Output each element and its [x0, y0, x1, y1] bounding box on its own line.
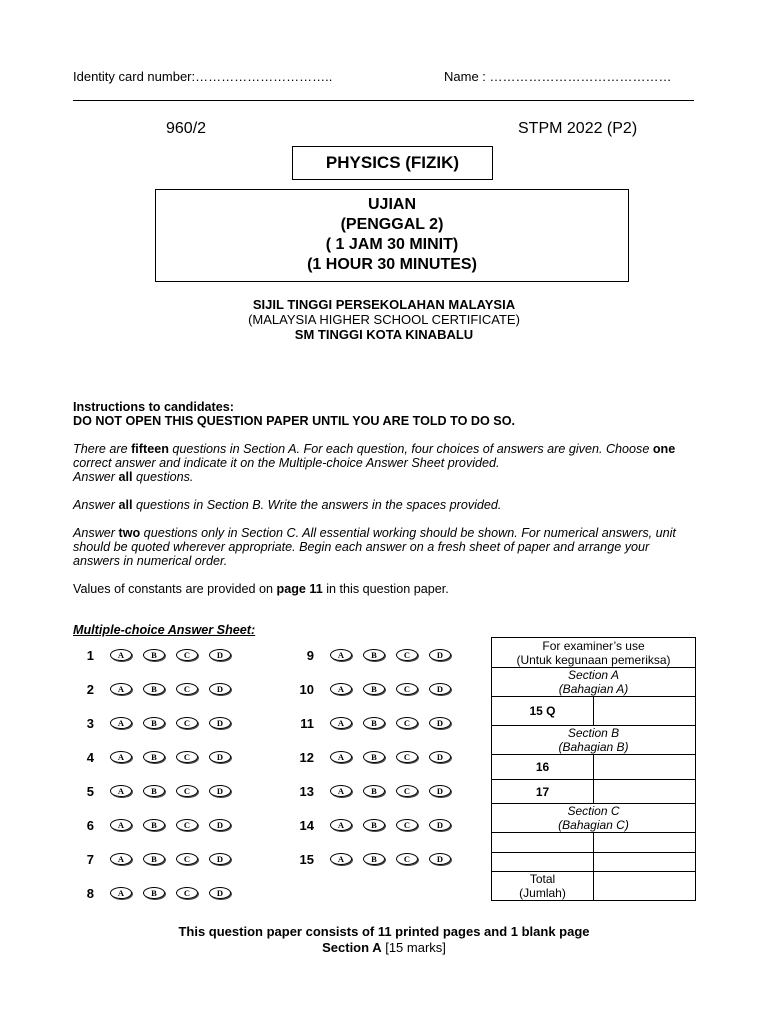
mcq-question-number: 3: [86, 715, 94, 731]
mcq-option-bubble-d[interactable]: D: [429, 819, 451, 831]
paper-code: 960/2: [166, 120, 207, 137]
mcq-option-bubble-c[interactable]: C: [176, 785, 198, 797]
instruction-section-b: Answer all questions in Section B. Write the answers in the spaces provided.: [73, 498, 502, 512]
mcq-question-row: [80, 850, 242, 868]
mcq-option-bubble-c[interactable]: C: [396, 649, 418, 661]
mcq-option-bubble-a[interactable]: A: [330, 683, 352, 695]
mcq-question-number: 12: [299, 749, 314, 765]
mcq-question-number: 13: [299, 783, 314, 799]
test-line-4: (1 HOUR 30 MINUTES): [307, 256, 477, 273]
name-field: Name : ……………………………………: [444, 69, 672, 84]
section-a-score[interactable]: [594, 697, 696, 726]
question-17-label: 17: [492, 780, 594, 804]
mcq-option-bubble-c[interactable]: C: [396, 683, 418, 695]
mcq-question-row: [80, 680, 242, 698]
mcq-option-bubble-d[interactable]: D: [209, 683, 231, 695]
mcq-question-row: [80, 782, 242, 800]
mcq-option-bubble-a[interactable]: A: [110, 717, 132, 729]
section-c-header: Section C (Bahagian C): [492, 804, 696, 833]
mcq-option-bubble-a[interactable]: A: [110, 887, 132, 899]
mcq-question-number: 14: [299, 817, 314, 833]
mcq-question-row: [294, 850, 462, 868]
identity-card-field: Identity card number:…………………………..: [73, 69, 333, 84]
mcq-question-number: 4: [86, 749, 94, 765]
mcq-sheet-title: Multiple-choice Answer Sheet:: [73, 623, 256, 637]
mcq-question-row: [294, 816, 462, 834]
mcq-option-bubble-c[interactable]: C: [176, 649, 198, 661]
mcq-option-bubble-b[interactable]: B: [363, 853, 385, 865]
mcq-option-bubble-c[interactable]: C: [396, 853, 418, 865]
mcq-option-bubble-a[interactable]: A: [330, 717, 352, 729]
mcq-option-bubble-c[interactable]: C: [396, 819, 418, 831]
mcq-option-bubble-a[interactable]: A: [330, 649, 352, 661]
mcq-option-bubble-b[interactable]: B: [143, 785, 165, 797]
mcq-question-row: [80, 748, 242, 766]
mcq-question-number: 5: [86, 783, 94, 799]
section-c-question-1[interactable]: [492, 833, 594, 853]
mcq-option-bubble-d[interactable]: D: [429, 853, 451, 865]
mcq-option-bubble-c[interactable]: C: [396, 751, 418, 763]
mcq-question-row: [294, 680, 462, 698]
mcq-question-row: [294, 748, 462, 766]
mcq-question-number: 7: [86, 851, 94, 867]
mcq-option-bubble-c[interactable]: C: [176, 751, 198, 763]
mcq-question-number: 8: [86, 885, 94, 901]
mcq-option-bubble-a[interactable]: A: [110, 785, 132, 797]
section-c-score-1[interactable]: [594, 833, 696, 853]
mcq-question-row: [80, 646, 242, 664]
mcq-question-number: 15: [299, 851, 314, 867]
total-label: Total (Jumlah): [492, 872, 594, 901]
mcq-question-number: 11: [300, 715, 314, 731]
total-score[interactable]: [594, 872, 696, 901]
mcq-option-bubble-a[interactable]: A: [330, 751, 352, 763]
question-17-score[interactable]: [594, 780, 696, 804]
mcq-option-bubble-a[interactable]: A: [330, 819, 352, 831]
section-b-header: Section B (Bahagian B): [492, 726, 696, 755]
mcq-option-bubble-b[interactable]: B: [363, 649, 385, 661]
mcq-option-bubble-b[interactable]: B: [363, 785, 385, 797]
instructions-heading: [73, 400, 693, 428]
mcq-option-bubble-c[interactable]: C: [396, 785, 418, 797]
mcq-option-bubble-a[interactable]: A: [110, 751, 132, 763]
mcq-option-bubble-d[interactable]: D: [209, 649, 231, 661]
mcq-option-bubble-a[interactable]: A: [110, 683, 132, 695]
mcq-option-bubble-a[interactable]: A: [330, 853, 352, 865]
subject-title: PHYSICS (FIZIK): [325, 153, 460, 172]
examiner-table: [491, 637, 696, 901]
certificate-name: SIJIL TINGGI PERSEKOLAHAN MALAYSIA: [252, 297, 516, 312]
header-divider: [73, 100, 694, 101]
mcq-option-bubble-b[interactable]: B: [143, 751, 165, 763]
mcq-question-row: [80, 714, 242, 732]
instructions-title: Instructions to candidates:: [73, 400, 234, 414]
mcq-option-bubble-a[interactable]: A: [110, 649, 132, 661]
mcq-option-bubble-b[interactable]: B: [363, 819, 385, 831]
mcq-question-row: [80, 816, 242, 834]
question-16-label: 16: [492, 755, 594, 780]
instructions-warning: DO NOT OPEN THIS QUESTION PAPER UNTIL YOU ARE TOLD TO DO SO.: [73, 414, 515, 428]
mcq-option-bubble-a[interactable]: A: [110, 819, 132, 831]
mcq-option-bubble-a[interactable]: A: [330, 785, 352, 797]
mcq-option-bubble-d[interactable]: D: [209, 717, 231, 729]
section-c-score-2[interactable]: [594, 853, 696, 872]
instruction-section-a: There are fifteen questions in Section A. For each question, four choices of answers are given. Choose one correct answer and indicate it on the Multiple-choice Answer Sheet provided. Answer all questions.: [73, 442, 676, 484]
mcq-option-bubble-c[interactable]: C: [176, 683, 198, 695]
mcq-option-bubble-d[interactable]: D: [209, 819, 231, 831]
mcq-option-bubble-d[interactable]: D: [429, 649, 451, 661]
mcq-option-bubble-c[interactable]: C: [176, 853, 198, 865]
mcq-question-row: [294, 782, 462, 800]
mcq-question-row: [80, 884, 242, 902]
mcq-option-bubble-c[interactable]: C: [396, 717, 418, 729]
mcq-question-number: 1: [86, 647, 94, 663]
mcq-option-bubble-c[interactable]: C: [176, 717, 198, 729]
mcq-option-bubble-d[interactable]: D: [209, 785, 231, 797]
mcq-option-bubble-b[interactable]: B: [143, 819, 165, 831]
mcq-option-bubble-b[interactable]: B: [143, 887, 165, 899]
section-a-marks: [0, 940, 768, 956]
mcq-option-bubble-b[interactable]: B: [363, 717, 385, 729]
mcq-option-bubble-d[interactable]: D: [429, 683, 451, 695]
mcq-option-bubble-d[interactable]: D: [209, 887, 231, 899]
mcq-question-row: [294, 714, 462, 732]
mcq-question-number: 9: [306, 647, 314, 663]
mcq-question-number: 10: [299, 681, 314, 697]
instruction-section-c: Answer two questions only in Section C. All essential working should be shown. For numerical answers, unit should be quoted wherever appropriate. Begin each answer on a fresh sheet of paper and arrange your answers in numerical order.: [73, 526, 676, 568]
mcq-option-bubble-b[interactable]: B: [143, 649, 165, 661]
mcq-option-bubble-d[interactable]: D: [209, 751, 231, 763]
test-line-3: ( 1 JAM 30 MINIT): [325, 236, 459, 253]
instruction-constants: Values of constants are provided on page 11 in this question paper.: [73, 582, 449, 596]
mcq-question-number: 2: [86, 681, 94, 697]
section-a-header: Section A (Bahagian A): [492, 668, 696, 697]
section-c-question-2[interactable]: [492, 853, 594, 872]
certificate-name-english: (MALAYSIA HIGHER SCHOOL CERTIFICATE): [248, 312, 520, 327]
mcq-option-bubble-b[interactable]: B: [143, 683, 165, 695]
mcq-option-bubble-c[interactable]: C: [176, 819, 198, 831]
mcq-question-row: [294, 646, 462, 664]
mcq-option-bubble-b[interactable]: B: [363, 683, 385, 695]
section-a-label-footer: Section A: [322, 940, 382, 955]
mcq-option-bubble-b[interactable]: B: [143, 717, 165, 729]
exam-code: STPM 2022 (P2): [518, 120, 638, 137]
mcq-question-number: 6: [86, 817, 94, 833]
mcq-option-bubble-c[interactable]: C: [176, 887, 198, 899]
mcq-option-bubble-a[interactable]: A: [110, 853, 132, 865]
mcq-option-bubble-d[interactable]: D: [429, 785, 451, 797]
subject-title-box: [292, 146, 493, 180]
section-a-label: 15 Q: [492, 697, 594, 726]
question-16-score[interactable]: [594, 755, 696, 780]
page-count-note: This question paper consists of 11 printed pages and 1 blank page: [178, 924, 590, 939]
section-a-marks-value: [15 marks]: [381, 940, 446, 955]
test-info-box: [155, 189, 629, 282]
mcq-option-bubble-d[interactable]: D: [429, 751, 451, 763]
test-line-2: (PENGGAL 2): [340, 216, 444, 233]
mcq-option-bubble-b[interactable]: B: [363, 751, 385, 763]
mcq-option-bubble-b[interactable]: B: [143, 853, 165, 865]
mcq-option-bubble-d[interactable]: D: [209, 853, 231, 865]
examiner-header: For examiner’s use (Untuk kegunaan pemeriksa): [492, 638, 696, 668]
mcq-option-bubble-d[interactable]: D: [429, 717, 451, 729]
school-name: SM TINGGI KOTA KINABALU: [294, 327, 474, 342]
test-line-1: UJIAN: [367, 196, 416, 213]
